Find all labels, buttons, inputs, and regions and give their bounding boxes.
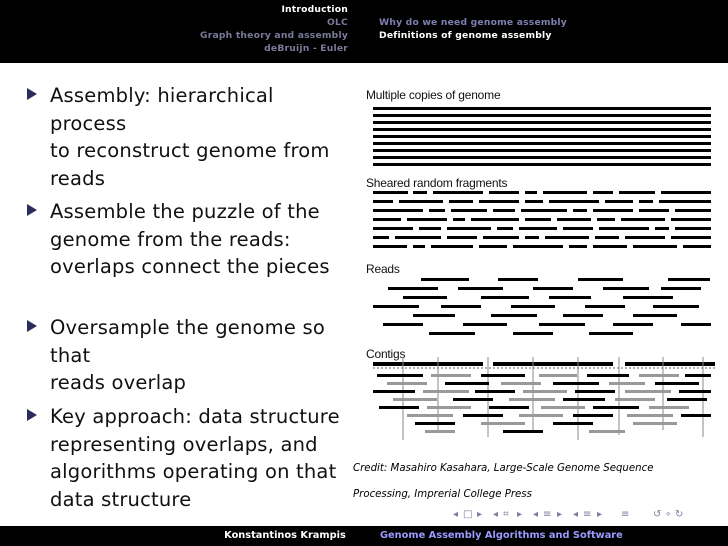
figure-label-fragments: Sheared random fragments <box>366 176 508 190</box>
bullet-line: overlaps connect the pieces <box>50 255 330 278</box>
nav-subsection-icon[interactable]: ⌗ <box>503 509 509 520</box>
footer-title: Genome Assembly Algorithms and Software <box>380 530 623 541</box>
bullet-arrow-icon <box>26 408 42 424</box>
bullet-line: reads <box>50 166 106 190</box>
nav-forward-icon[interactable]: ↻ <box>675 509 684 520</box>
figure-credit-line-2: Processing, Imprerial College Press <box>353 489 532 500</box>
navigation-controls <box>453 509 725 525</box>
bullet-line: data structure <box>50 487 192 511</box>
figure-label-genome-copies: Multiple copies of genome <box>366 88 501 102</box>
nav-prev-section-icon[interactable]: ◂ <box>533 509 539 520</box>
section-link-graph-theory[interactable]: Graph theory and assembly <box>200 30 348 41</box>
figure-label-reads: Reads <box>366 262 400 276</box>
genome-assembly-figure <box>363 85 725 455</box>
section-nav <box>0 0 362 63</box>
bullet-line: to reconstruct genome from <box>50 139 330 162</box>
bullet-arrow-icon <box>26 203 42 219</box>
nav-prev-frame-icon[interactable]: ◂ <box>453 509 459 520</box>
nav-next-slide-icon[interactable]: ▸ <box>597 509 603 520</box>
nav-next-subsection-icon[interactable]: ▸ <box>517 509 523 520</box>
bullet-arrow-icon <box>26 319 42 335</box>
bullet-item <box>50 198 350 281</box>
nav-slide-icon[interactable]: ≡ <box>583 509 592 520</box>
section-link-debruijn[interactable]: deBruijn - Euler <box>264 43 348 54</box>
nav-back-icon[interactable]: ∘ <box>665 509 672 520</box>
reads-bars <box>373 278 711 335</box>
nav-appendix-icon[interactable]: ≡ <box>621 509 630 520</box>
bullet-line: Assembly: hierarchical process <box>50 84 274 135</box>
nav-prev-subsection-icon[interactable]: ◂ <box>493 509 499 520</box>
contigs-area <box>373 357 717 440</box>
figure-label-contigs: Contigs <box>366 347 406 361</box>
nav-frame-icon[interactable]: □ <box>463 509 473 520</box>
bullet-item <box>50 314 350 397</box>
bullet-arrow-icon <box>26 87 42 103</box>
nav-prev-slide-icon[interactable]: ◂ <box>573 509 579 520</box>
footer-bar <box>0 526 728 546</box>
bullet-line: genome from the reads: <box>50 227 291 251</box>
subsection-link-why[interactable]: Why do we need genome assembly <box>379 17 567 28</box>
bullet-line: Key approach: data structure <box>50 405 340 428</box>
header-bar <box>0 0 728 63</box>
section-link-introduction[interactable]: Introduction <box>281 4 348 15</box>
subsection-link-definitions[interactable]: Definitions of genome assembly <box>379 30 552 41</box>
genome-copies-lines <box>373 107 711 166</box>
section-link-olc[interactable]: OLC <box>326 17 348 28</box>
footer-author: Konstantinos Krampis <box>224 530 346 541</box>
bullet-line: Oversample the genome so that <box>50 316 325 367</box>
bullet-line: reads overlap <box>50 371 187 394</box>
nav-search-icon[interactable]: ↺ <box>653 509 662 520</box>
nav-next-frame-icon[interactable]: ▸ <box>477 509 483 520</box>
bullet-line: Assemble the puzzle of the <box>50 200 320 223</box>
bullet-item <box>50 403 350 513</box>
figure-credit-line-1: Credit: Masahiro Kasahara, Large-Scale Genome Sequence <box>353 463 654 474</box>
nav-section-icon[interactable]: ≡ <box>543 509 552 520</box>
sheared-fragments <box>373 191 711 248</box>
bullet-line: algorithms operating on that <box>50 460 337 483</box>
nav-next-section-icon[interactable]: ▸ <box>557 509 563 520</box>
assembly-illustration <box>363 85 725 455</box>
bullet-line: representing overlaps, and <box>50 432 318 456</box>
bullet-item <box>50 82 350 192</box>
subsection-nav <box>379 0 728 63</box>
